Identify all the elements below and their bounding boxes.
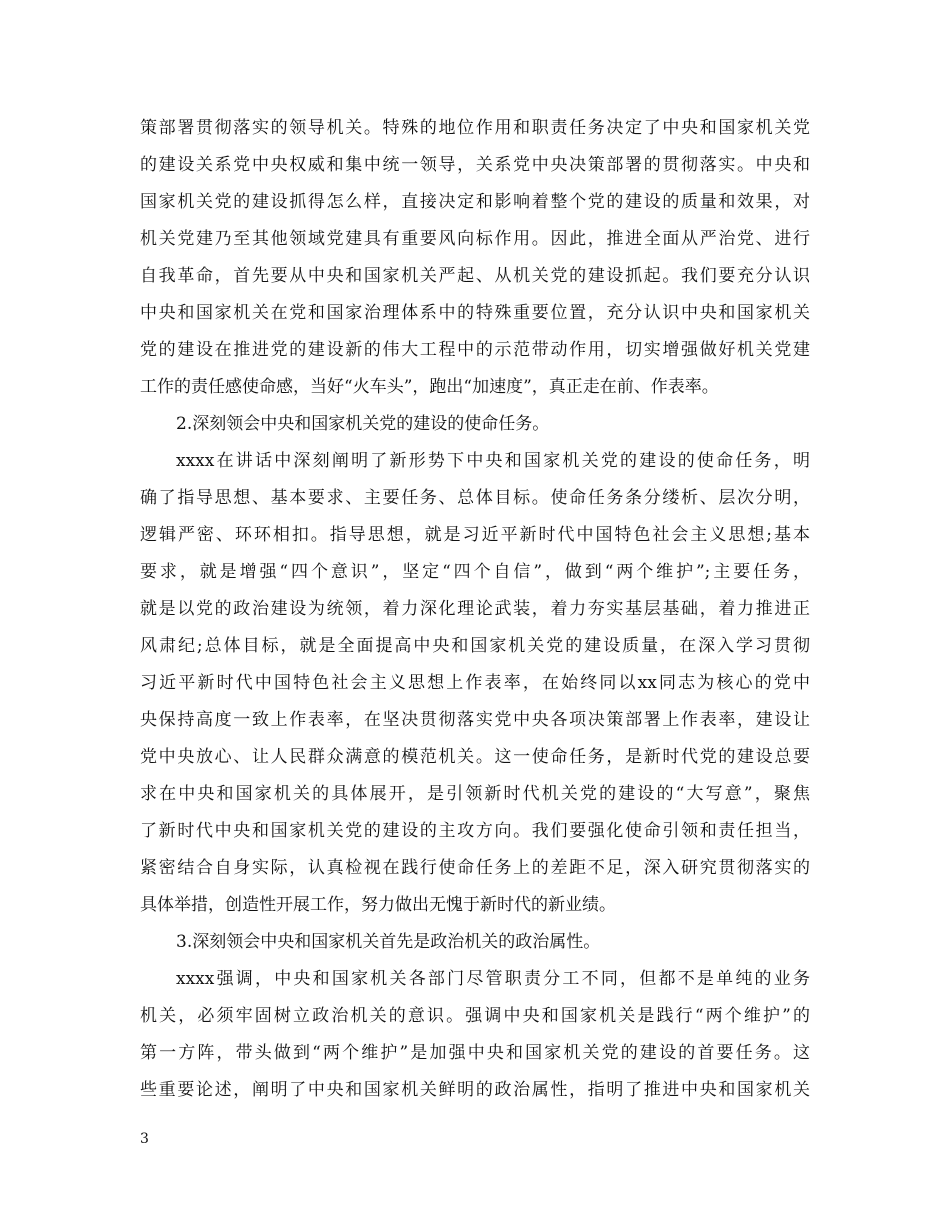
text-line: 机关党建乃至其他领域党建具有重要风向标作用。因此，推进全面从严治党、进行 — [140, 229, 810, 249]
page-number: 3 — [140, 1131, 149, 1147]
text-line: xxxx强调，中央和国家机关各部门尽管职责分工不同，但都不是单纯的业务 — [176, 969, 810, 989]
text-line: 国家机关党的建设抓得怎么样，直接决定和影响着整个党的建设的质量和效果，对 — [140, 192, 810, 212]
text-line: 具体举措，创造性开展工作，努力做出无愧于新时代的新业绩。 — [140, 895, 616, 915]
text-line: 要求，就是增强“四个意识”，坚定“四个自信”，做到“两个维护”;主要任务， — [140, 562, 810, 582]
text-line: 确了指导思想、基本要求、主要任务、总体目标。使命任务条分缕析、层次分明， — [140, 488, 810, 508]
text-line: xxxx在讲话中深刻阐明了新形势下中央和国家机关党的建设的使命任务，明 — [176, 451, 810, 471]
text-line: 逻辑严密、环环相扣。指导思想，就是习近平新时代中国特色社会主义思想;基本 — [140, 525, 810, 545]
text-line: 习近平新时代中国特色社会主义思想上作表率，在始终同以xx同志为核心的党中 — [140, 673, 810, 693]
text-line: 工作的责任感使命感，当好“火车头”，跑出“加速度”，真正走在前、作表率。 — [140, 377, 719, 397]
text-line: 第一方阵，带头做到“两个维护”是加强中央和国家机关党的建设的首要任务。这 — [140, 1043, 810, 1063]
text-line: 紧密结合自身实际，认真检视在践行使命任务上的差距不足，深入研究贯彻落实的 — [140, 858, 810, 878]
text-line: 了新时代中央和国家机关党的建设的主攻方向。我们要强化使命引领和责任担当， — [140, 821, 810, 841]
text-line: 自我革命，首先要从中央和国家机关严起、从机关党的建设抓起。我们要充分认识 — [140, 266, 810, 286]
section-heading: 3.深刻领会中央和国家机关首先是政治机关的政治属性。 — [176, 932, 601, 952]
text-line: 风肃纪;总体目标，就是全面提高中央和国家机关党的建设质量，在深入学习贯彻 — [140, 636, 810, 656]
text-line: 的建设关系党中央权威和集中统一领导，关系党中央决策部署的贯彻落实。中央和 — [140, 155, 810, 175]
text-line: 些重要论述，阐明了中央和国家机关鲜明的政治属性，指明了推进中央和国家机关 — [140, 1080, 810, 1100]
text-line: 党中央放心、让人民群众满意的模范机关。这一使命任务，是新时代党的建设总要 — [140, 747, 810, 767]
text-line: 求在中央和国家机关的具体展开，是引领新时代机关党的建设的“大写意”，聚焦 — [140, 784, 810, 804]
text-line: 机关，必须牢固树立政治机关的意识。强调中央和国家机关是践行“两个维护”的 — [140, 1006, 810, 1026]
text-line: 就是以党的政治建设为统领，着力深化理论武装，着力夯实基层基础，着力推进正 — [140, 599, 810, 619]
section-heading: 2.深刻领会中央和国家机关党的建设的使命任务。 — [176, 414, 550, 434]
text-line: 中央和国家机关在党和国家治理体系中的特殊重要位置，充分认识中央和国家机关 — [140, 303, 810, 323]
text-line: 党的建设在推进党的建设新的伟大工程中的示范带动作用，切实增强做好机关党建 — [140, 340, 810, 360]
body-text — [140, 110, 810, 1109]
text-line: 央保持高度一致上作表率，在坚决贯彻落实党中央各项决策部署上作表率，建设让 — [140, 710, 810, 730]
text-line: 策部署贯彻落实的领导机关。特殊的地位作用和职责任务决定了中央和国家机关党 — [140, 118, 810, 138]
